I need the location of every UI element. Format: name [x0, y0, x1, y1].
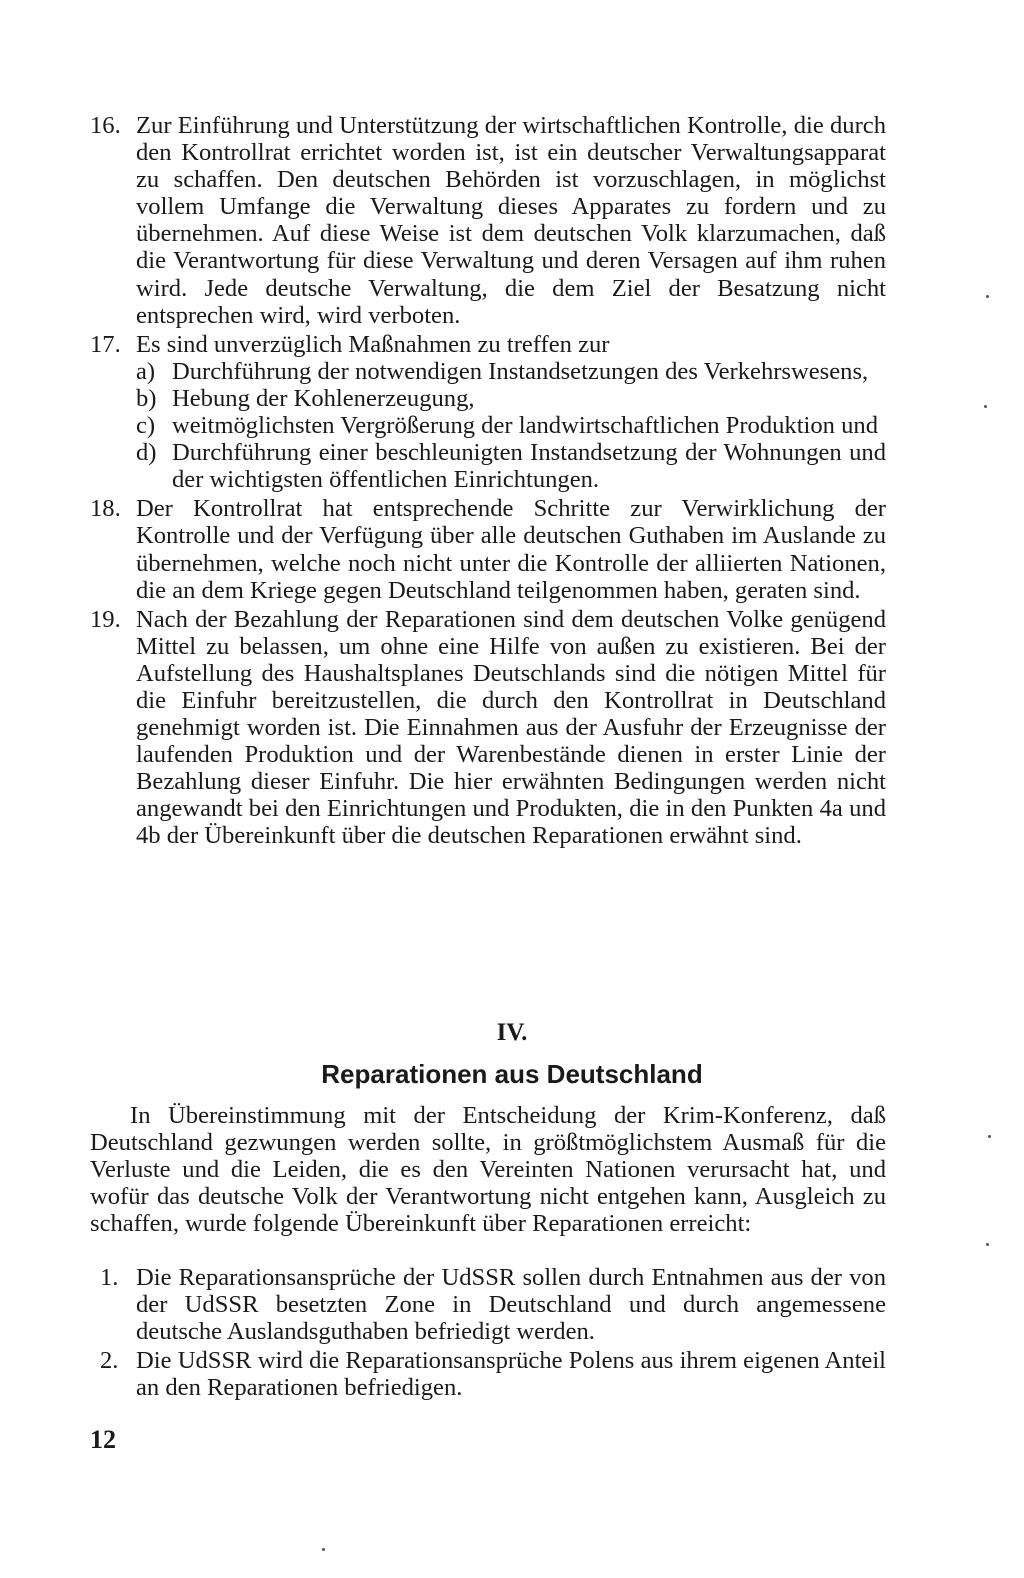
item-number: 18. [90, 495, 121, 523]
item-text: Nach der Bezahlung der Reparationen sind dem deutschen Volke genügend Mittel zu belassen, um ohne eine Hilfe von außen zu existieren. Bei der Aufstellung des Haushaltsplanes Deutschlands sind die nötigen Mittel für die Einfuhr bereitzustellen, die durch den Kontrollrat in Deutschland genehmigt worden ist. Die Einnahmen aus der Ausfuhr der Erzeugnisse der laufenden Produktion und der Warenbestände dienen in erster Linie der Bezahlung dieser Einfuhr. Die hier erwähnten Bedingungen werden nicht angewandt bei den Einrichtungen und Produkten, die in den Punkten 4a und 4b der Übereinkunft über die deutschen Reparationen erwähnt sind. [136, 605, 886, 850]
item-16 [90, 112, 886, 329]
item-number: 19. [90, 605, 121, 633]
point-text: Die Reparationsansprüche der UdSSR sollen durch Entnahmen aus der von der UdSSR besetzten Zone in Deutschland und durch angemessene deutsche Auslandsguthaben befriedigt werden. [136, 1264, 886, 1346]
section-intro: In Übereinstimmung mit der Entscheidung der Krim-Konferenz, daß Deutschland gezwungen werden sollte, in größtmöglichstem Ausmaß für die Verluste und die Leiden, die es den Vereinten Nationen verursacht hat, und wofür das deutsche Volk der Verantwortung nicht entgehen kann, Ausgleich zu schaffen, wurde folgende Übereinkunft über Reparationen erreicht: [90, 1102, 886, 1238]
item-number: 16. [90, 112, 121, 139]
scan-speck [986, 1243, 989, 1246]
sub-label: a) [136, 357, 156, 385]
sub-text: Durchführung einer beschleunigten Instandsetzung der Wohnungen und der wichtigsten öffentlichen Einrichtungen. [172, 439, 886, 494]
sub-label: b) [136, 384, 157, 412]
point-1 [90, 1264, 886, 1345]
point-text: Die UdSSR wird die Reparationsansprüche Polens aus ihrem eigenen Anteil an den Reparationen befriedigen. [136, 1347, 886, 1402]
item-17 [90, 331, 886, 494]
sub-item-d [136, 439, 886, 493]
item-19 [90, 606, 886, 850]
sub-text: Durchführung der notwendigen Instandsetzungen des Verkehrswesens, [172, 357, 869, 385]
item-text: Zur Einführung und Unterstützung der wirtschaftlichen Kontrolle, die durch den Kontrollrat errichtet worden ist, ist ein deutscher Verwaltungsapparat zu schaffen. Den deutschen Behörden ist vorzuschlagen, in möglichst vollem Umfange die Verwaltung dieses Apparates zu fordern und zu übernehmen. Auf diese Weise ist dem deutschen Volk klarzumachen, daß die Verantwortung für diese Verwaltung und deren Versagen auf ihm ruhen wird. Jede deutsche Verwaltung, die dem Ziel der Besatzung nicht entsprechen wird, wird verboten. [136, 112, 886, 329]
sub-text: weitmöglichsten Vergrößerung der landwirtschaftlichen Produktion und [172, 412, 879, 440]
item-number: 17. [90, 330, 121, 358]
item-intro: Es sind unverzüglich Maßnahmen zu treffen zur [136, 330, 610, 358]
item-text: Der Kontrollrat hat entsprechende Schritte zur Verwirklichung der Kontrolle und der Verfügung über alle deutschen Guthaben im Auslande zu übernehmen, welche noch nicht unter die Kontrolle der alliierten Nationen, die an dem Kriege gegen Deutschland teilgenommen haben, geraten sind. [136, 495, 886, 604]
reparation-points [90, 1264, 886, 1401]
point-2 [90, 1347, 886, 1401]
item-18 [90, 495, 886, 603]
sub-item-b [136, 385, 886, 412]
scan-speck [322, 1548, 325, 1551]
point-number: 2. [100, 1347, 119, 1375]
sub-text: Hebung der Kohlenerzeugung, [172, 384, 475, 412]
scan-speck [984, 405, 987, 408]
sub-item-a [136, 358, 886, 385]
numbered-items-block [90, 112, 886, 850]
sub-item-c [136, 412, 886, 439]
page-number: 12 [90, 1425, 116, 1454]
sub-label: d) [136, 439, 157, 467]
scan-speck [986, 295, 989, 298]
section-title: Reparationen aus Deutschland [321, 1059, 703, 1089]
sub-label: c) [136, 412, 156, 440]
section-number: IV. [496, 1019, 528, 1046]
point-number: 1. [100, 1264, 119, 1291]
scan-speck [988, 1135, 991, 1138]
